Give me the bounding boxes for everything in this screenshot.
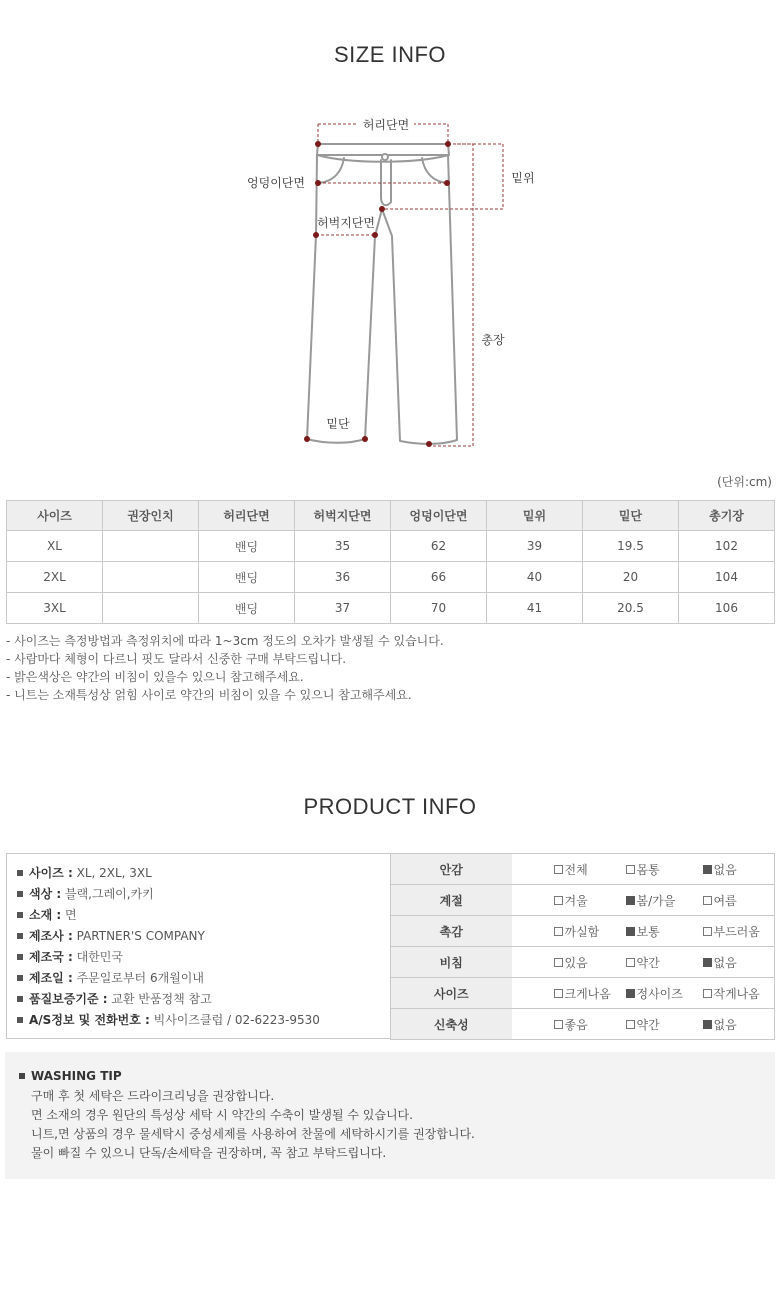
detail-key: 제조일 : — [29, 971, 73, 985]
attribute-row — [391, 854, 775, 885]
option-label: 크게나옴 — [564, 986, 611, 1001]
note-line: - 밝은색상은 약간의 비침이 있을수 있으니 참고해주세요. — [6, 670, 304, 684]
detail-row — [17, 926, 390, 947]
attribute-row — [391, 978, 775, 1009]
attribute-option — [703, 923, 773, 940]
waist-label: 허리단면 — [362, 118, 410, 132]
option-label: 부드러움 — [713, 924, 760, 939]
size-table-header — [7, 501, 775, 531]
bullet-icon — [17, 975, 23, 981]
checked-box-icon — [626, 927, 635, 936]
attribute-option — [703, 954, 773, 971]
attribute-label: 촉감 — [391, 916, 512, 947]
attribute-options — [512, 947, 775, 978]
attribute-option — [626, 861, 703, 878]
detail-value: 블랙,그레이,카키 — [65, 887, 154, 901]
table-cell: 19.5 — [583, 531, 679, 562]
checked-box-icon — [703, 865, 712, 874]
table-cell: 106 — [679, 593, 775, 624]
table-cell: 3XL — [7, 593, 103, 624]
option-label: 약간 — [636, 955, 660, 970]
option-label: 몸통 — [636, 862, 660, 877]
table-cell — [103, 562, 199, 593]
detail-value: 대한민국 — [76, 950, 123, 964]
unchecked-box-icon — [703, 927, 712, 936]
unchecked-box-icon — [554, 958, 563, 967]
detail-row — [17, 947, 390, 968]
detail-key: A/S정보 및 전화번호 : — [29, 1013, 150, 1027]
detail-value: 빅사이즈클럽 / 02-6223-9530 — [153, 1013, 320, 1027]
table-cell: XL — [7, 531, 103, 562]
column-header: 총기장 — [679, 501, 775, 531]
table-row — [7, 562, 775, 593]
washing-tip-line: 니트,면 상품의 경우 물세탁시 중성세제를 사용하여 찬물에 세탁하시기를 권장합니다. — [31, 1127, 475, 1141]
washing-tip-line: 물이 빠질 수 있으니 단독/손세탁을 권장하며, 꼭 참고 부탁드립니다. — [31, 1146, 387, 1160]
hem-label: 밑단 — [326, 417, 350, 431]
note-line: - 사이즈는 측정방법과 측정위치에 따라 1~3cm 정도의 오차가 발생될 수 있습니다. — [6, 634, 444, 648]
attribute-row — [391, 947, 775, 978]
table-cell: 밴딩 — [199, 531, 295, 562]
detail-row — [17, 968, 390, 989]
size-table — [6, 500, 775, 624]
table-cell: 66 — [391, 562, 487, 593]
option-label: 봄/가을 — [636, 893, 676, 908]
option-label: 없음 — [713, 955, 737, 970]
detail-value: 교환 반품정책 참고 — [111, 992, 212, 1006]
washing-tip-title: WASHING TIP — [31, 1069, 122, 1083]
table-cell — [103, 531, 199, 562]
attribute-options — [512, 885, 775, 916]
attribute-options — [512, 854, 775, 885]
unchecked-box-icon — [554, 865, 563, 874]
bullet-icon — [17, 1017, 23, 1023]
table-cell: 2XL — [7, 562, 103, 593]
washing-tip-line: 구매 후 첫 세탁은 드라이크리닝을 권장합니다. — [31, 1089, 275, 1103]
attribute-option — [554, 1016, 626, 1033]
attribute-label: 비침 — [391, 947, 512, 978]
length-label: 총장 — [481, 333, 505, 347]
bullet-icon — [17, 891, 23, 897]
table-cell: 20 — [583, 562, 679, 593]
table-cell: 70 — [391, 593, 487, 624]
table-cell: 36 — [295, 562, 391, 593]
attribute-label: 계절 — [391, 885, 512, 916]
detail-value: PARTNER'S COMPANY — [76, 929, 205, 943]
attribute-label: 신축성 — [391, 1009, 512, 1040]
table-cell: 104 — [679, 562, 775, 593]
column-header: 밑위 — [487, 501, 583, 531]
attribute-option — [626, 954, 703, 971]
attribute-option — [626, 923, 703, 940]
option-label: 있음 — [564, 955, 588, 970]
unchecked-box-icon — [626, 1020, 635, 1029]
column-header: 권장인치 — [103, 501, 199, 531]
thigh-label: 허벅지단면 — [317, 216, 375, 230]
option-label: 까실함 — [564, 924, 600, 939]
table-row — [7, 593, 775, 624]
measurement-guides — [316, 124, 503, 446]
attribute-row — [391, 885, 775, 916]
attribute-option — [554, 861, 626, 878]
bullet-icon — [19, 1073, 25, 1079]
detail-key: 사이즈 : — [29, 866, 73, 880]
table-cell: 62 — [391, 531, 487, 562]
column-header: 엉덩이단면 — [391, 501, 487, 531]
bullet-icon — [17, 954, 23, 960]
attribute-option — [554, 985, 626, 1002]
detail-key: 제조사 : — [29, 929, 73, 943]
measurement-points — [304, 141, 451, 447]
detail-key: 제조국 : — [29, 950, 73, 964]
table-cell: 35 — [295, 531, 391, 562]
unchecked-box-icon — [554, 927, 563, 936]
table-cell: 20.5 — [583, 593, 679, 624]
detail-value: 주문일로부터 6개월이내 — [76, 971, 204, 985]
detail-row — [17, 884, 390, 905]
washing-tip-heading — [19, 1069, 775, 1083]
unchecked-box-icon — [703, 989, 712, 998]
attribute-option — [554, 923, 626, 940]
unchecked-box-icon — [703, 896, 712, 905]
attribute-row — [391, 916, 775, 947]
table-cell: 밴딩 — [199, 593, 295, 624]
checked-box-icon — [703, 958, 712, 967]
rise-label: 밑위 — [511, 171, 535, 185]
detail-key: 소재 : — [29, 908, 62, 922]
product-details — [6, 853, 391, 1039]
bullet-icon — [17, 933, 23, 939]
option-label: 정사이즈 — [636, 986, 683, 1001]
pants-outline — [307, 144, 457, 444]
attribute-row — [391, 1009, 775, 1040]
option-label: 보통 — [636, 924, 660, 939]
table-cell: 37 — [295, 593, 391, 624]
attribute-option — [703, 985, 773, 1002]
attribute-label: 사이즈 — [391, 978, 512, 1009]
table-cell: 밴딩 — [199, 562, 295, 593]
bullet-icon — [17, 996, 23, 1002]
detail-row — [17, 863, 390, 884]
table-cell: 102 — [679, 531, 775, 562]
note-line: - 니트는 소재특성상 얽힘 사이로 약간의 비침이 있을 수 있으니 참고해주세요. — [6, 688, 412, 702]
unchecked-box-icon — [554, 896, 563, 905]
hip-label: 엉덩이단면 — [247, 176, 305, 190]
note-line: - 사람마다 체형이 다르니 핏도 달라서 신중한 구매 부탁드립니다. — [6, 652, 347, 666]
table-cell: 41 — [487, 593, 583, 624]
option-label: 여름 — [713, 893, 737, 908]
column-header: 허리단면 — [199, 501, 295, 531]
attribute-options — [512, 978, 775, 1009]
column-header: 밑단 — [583, 501, 679, 531]
detail-key: 색상 : — [29, 887, 62, 901]
attribute-option — [626, 985, 703, 1002]
checked-box-icon — [626, 989, 635, 998]
option-label: 약간 — [636, 1017, 660, 1032]
bullet-icon — [17, 912, 23, 918]
table-row — [7, 531, 775, 562]
checked-box-icon — [626, 896, 635, 905]
attribute-options — [512, 1009, 775, 1040]
attribute-option — [554, 892, 626, 909]
attribute-option — [554, 954, 626, 971]
column-header: 사이즈 — [7, 501, 103, 531]
detail-row — [17, 1010, 390, 1031]
size-info-title: SIZE INFO — [333, 42, 447, 67]
size-notes — [6, 632, 444, 704]
checked-box-icon — [703, 1020, 712, 1029]
attribute-option — [703, 861, 773, 878]
detail-row — [17, 905, 390, 926]
table-cell: 40 — [487, 562, 583, 593]
bullet-icon — [17, 870, 23, 876]
option-label: 좋음 — [564, 1017, 588, 1032]
option-label: 전체 — [564, 862, 588, 877]
product-info-title: PRODUCT INFO — [303, 794, 477, 819]
option-label: 없음 — [713, 1017, 737, 1032]
option-label: 작게나옴 — [713, 986, 760, 1001]
product-attribute-table — [390, 853, 775, 1040]
option-label: 겨울 — [564, 893, 588, 908]
table-cell: 39 — [487, 531, 583, 562]
pants-size-diagram — [0, 100, 780, 460]
unit-label: (단위:cm) — [717, 475, 772, 489]
unchecked-box-icon — [554, 989, 563, 998]
unchecked-box-icon — [626, 958, 635, 967]
attribute-options — [512, 916, 775, 947]
column-header: 허벅지단면 — [295, 501, 391, 531]
attribute-option — [703, 1016, 773, 1033]
unchecked-box-icon — [626, 865, 635, 874]
attribute-option — [626, 1016, 703, 1033]
washing-tip-line: 면 소재의 경우 원단의 특성상 세탁 시 약간의 수축이 발생될 수 있습니다. — [31, 1108, 413, 1122]
unchecked-box-icon — [554, 1020, 563, 1029]
table-cell — [103, 593, 199, 624]
attribute-option — [703, 892, 773, 909]
attribute-label: 안감 — [391, 854, 512, 885]
detail-row — [17, 989, 390, 1010]
option-label: 없음 — [713, 862, 737, 877]
detail-value: XL, 2XL, 3XL — [76, 866, 152, 880]
detail-value: 면 — [65, 908, 77, 922]
washing-tip-box — [5, 1052, 775, 1179]
attribute-option — [626, 892, 703, 909]
detail-key: 품질보증기준 : — [29, 992, 108, 1006]
